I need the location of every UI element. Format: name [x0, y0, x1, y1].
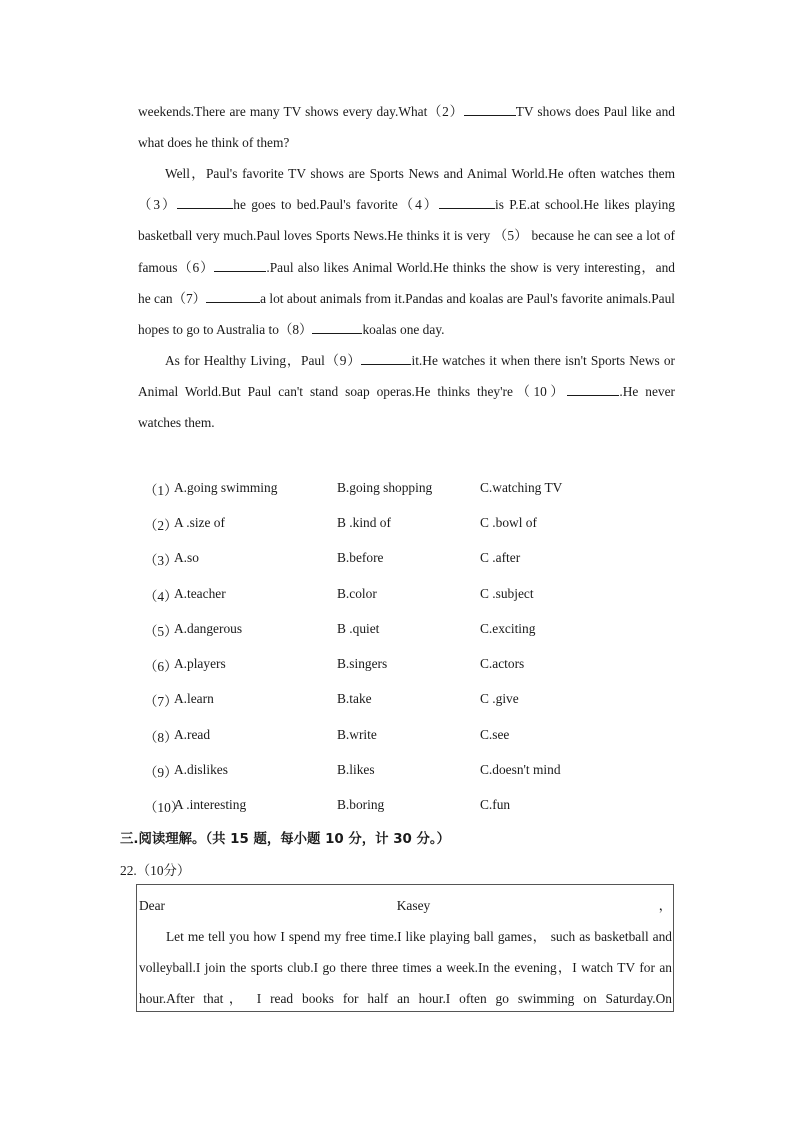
option-number: （8）: [144, 730, 178, 745]
option-b: B .quiet: [337, 621, 380, 636]
option-a: A.learn: [174, 691, 214, 706]
option-b: B.before: [337, 550, 384, 565]
passage-text: .He never watches them.: [138, 384, 676, 431]
option-number: （7）: [144, 694, 178, 709]
passage-text: it.He watches it when there isn't Sports News or Animal World.But Paul can't stand soap operas.He thinks they're（10）: [138, 353, 676, 400]
option-c: C .subject: [480, 586, 534, 601]
option-row: [144, 762, 744, 784]
letter-text: [139, 890, 672, 1014]
passage-text: weekends.There are many TV shows every day.What（2）: [138, 104, 464, 119]
option-c: C.doesn't mind: [480, 762, 561, 777]
option-row: [144, 656, 744, 678]
option-number: （9）: [144, 765, 178, 780]
option-b: B.going shopping: [337, 480, 433, 495]
option-number: （1）: [144, 483, 178, 498]
option-number: （5）: [144, 624, 178, 639]
option-c: C.fun: [480, 797, 511, 812]
option-c: C .bowl of: [480, 515, 537, 530]
option-b: B.likes: [337, 762, 375, 777]
passage-text: a lot about animals from it.Pandas and koalas are Paul's favorite animals.Paul hopes to go to Australia to（8）: [138, 290, 675, 338]
blank-4: [439, 196, 495, 209]
option-row: [144, 515, 744, 537]
passage-text: he goes to bed.Paul's favorite（4）: [233, 197, 440, 213]
passage-text: is P.E.at school.He likes playing basketball very much.Paul loves Sports News.He thinks it is very （5） because he can see a lot of famous（6）: [138, 197, 675, 275]
option-number: （6）: [144, 659, 178, 674]
option-number: （2）: [144, 518, 178, 533]
option-a: A .interesting: [174, 797, 247, 812]
blank-10: [567, 383, 619, 396]
option-a: A.going swimming: [174, 480, 278, 495]
option-c: C.see: [480, 727, 510, 742]
passage-text: .Paul also likes Animal World.He thinks the show is very interesting，and he can（7）: [138, 259, 675, 306]
option-number: （10）: [144, 800, 185, 815]
letter-greeting: Dear Kasey，: [139, 898, 672, 913]
option-c: C .give: [480, 691, 519, 706]
option-number: （3）: [144, 553, 178, 568]
option-row: [144, 480, 744, 502]
option-row: [144, 691, 744, 713]
option-a: A.so: [174, 550, 199, 565]
passage-text: As for Healthy Living，Paul（9）: [165, 353, 362, 368]
blank-2: [464, 103, 516, 116]
option-a: A .size of: [174, 515, 225, 530]
option-a: A.dangerous: [174, 621, 243, 636]
option-b: B.boring: [337, 797, 385, 812]
option-b: B.singers: [337, 656, 388, 671]
option-row: [144, 621, 744, 643]
option-c: C .after: [480, 550, 521, 565]
blank-8: [312, 321, 362, 334]
option-a: A.read: [174, 727, 211, 742]
passage-paragraph-1: [138, 96, 675, 158]
letter-box: [136, 884, 674, 1012]
option-a: A.dislikes: [174, 762, 228, 777]
section-heading: 三.阅读理解。（共 15 题，每小题 10 分，计 30 分。）: [120, 832, 450, 847]
passage-text: Well，Paul's favorite TV shows are Sports News and Animal World.He often watches them（3）: [138, 166, 675, 213]
blank-6: [214, 259, 266, 272]
option-a: A.players: [174, 656, 226, 671]
blank-3: [177, 196, 233, 209]
option-c: C.actors: [480, 656, 525, 671]
option-row: [144, 550, 744, 572]
option-b: B.write: [337, 727, 377, 742]
blank-9: [361, 352, 411, 365]
passage-text: koalas one day.: [362, 322, 445, 338]
option-b: B .kind of: [337, 515, 391, 530]
letter-body: Let me tell you how I spend my free time.I like playing ball games， such as basketball and volleyball.I join the sports club.I go there three times a week.In the evening，I watch TV for an hour.After that， I read books for half an hour.I often go swimming on Saturday.On: [139, 929, 672, 1006]
blank-7: [206, 290, 260, 303]
passage-text: TV shows does Paul like and what does he think of them?: [138, 104, 675, 151]
option-number: （4）: [144, 589, 178, 604]
option-a: A.teacher: [174, 586, 226, 601]
option-b: B.color: [337, 586, 377, 601]
passage-paragraph-2: [138, 158, 675, 345]
option-c: C.exciting: [480, 621, 536, 636]
option-row: [144, 797, 744, 819]
option-row: [144, 586, 744, 608]
option-row: [144, 727, 744, 749]
option-b: B.take: [337, 691, 372, 706]
option-c: C.watching TV: [480, 480, 563, 495]
passage-paragraph-3: [138, 345, 675, 439]
question-number: 22.（10分）: [120, 863, 191, 878]
